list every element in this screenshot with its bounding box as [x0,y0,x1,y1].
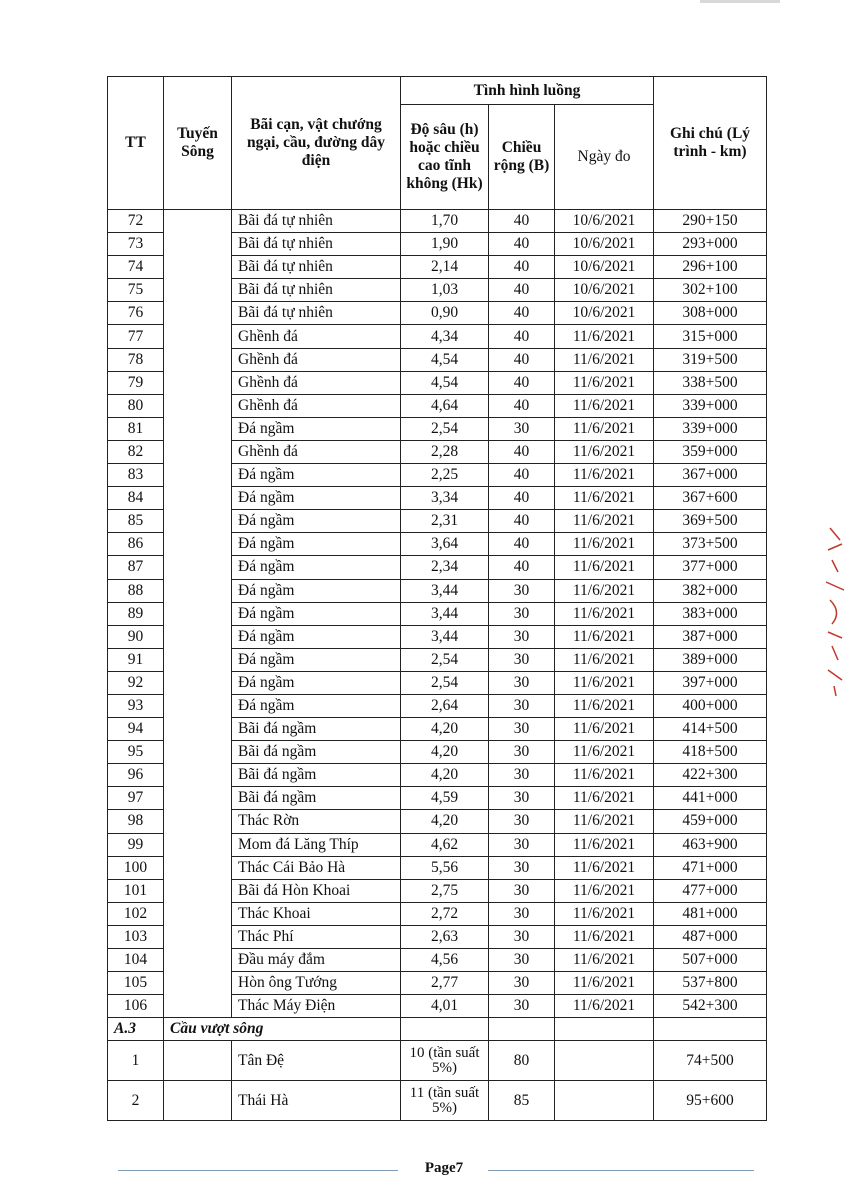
width-value: 30 [489,856,555,879]
width-value: 30 [489,764,555,787]
obstacle-name: Đá ngầm [232,671,401,694]
survey-date: 11/6/2021 [555,579,654,602]
survey-date: 11/6/2021 [555,856,654,879]
survey-date: 10/6/2021 [555,279,654,302]
chainage-km: 293+000 [654,233,767,256]
obstacle-name: Ghềnh đá [232,394,401,417]
section-row [108,1018,767,1041]
width-value: 40 [489,487,555,510]
chainage-km: 414+500 [654,718,767,741]
row-number: 106 [108,995,164,1018]
row-number: 102 [108,902,164,925]
chainage-km: 487+000 [654,925,767,948]
empty-cell [654,1018,767,1041]
survey-date: 11/6/2021 [555,510,654,533]
survey-date: 11/6/2021 [555,464,654,487]
survey-date: 11/6/2021 [555,833,654,856]
bridge-row [108,1081,767,1121]
width-value: 40 [489,348,555,371]
chainage-km: 418+500 [654,741,767,764]
empty-cell [489,1018,555,1041]
chainage-km: 296+100 [654,256,767,279]
row-number: 97 [108,787,164,810]
row-number: 81 [108,417,164,440]
depth-value: 2,75 [401,879,489,902]
row-number: 79 [108,371,164,394]
chainage-km: 339+000 [654,394,767,417]
depth-value: 4,34 [401,325,489,348]
row-number: 85 [108,510,164,533]
width-value: 40 [489,371,555,394]
chainage-km: 537+800 [654,972,767,995]
header-obstacle: Bãi cạn, vật chướng ngại, cầu, đường dây điện [232,77,401,210]
clearance-value: 10 (tần suất 5%) [401,1041,489,1081]
obstacle-name: Bãi đá tự nhiên [232,256,401,279]
row-number: 94 [108,718,164,741]
scan-mark [700,0,780,3]
survey-date: 11/6/2021 [555,487,654,510]
survey-date [555,1041,654,1081]
obstacle-name: Đá ngầm [232,510,401,533]
depth-value: 4,01 [401,995,489,1018]
survey-date: 11/6/2021 [555,648,654,671]
row-number: 89 [108,602,164,625]
chainage-km: 319+500 [654,348,767,371]
row-number: 93 [108,694,164,717]
width-value: 30 [489,718,555,741]
depth-value: 2,25 [401,464,489,487]
obstacle-name: Bãi đá tự nhiên [232,279,401,302]
survey-date: 11/6/2021 [555,995,654,1018]
obstacle-name: Thác Cái Bảo Hà [232,856,401,879]
depth-value: 2,64 [401,694,489,717]
depth-value: 2,34 [401,556,489,579]
chainage-km: 302+100 [654,279,767,302]
row-number: 91 [108,648,164,671]
row-number: 82 [108,440,164,463]
obstacle-name: Đá ngầm [232,602,401,625]
row-number: 90 [108,625,164,648]
depth-value: 4,59 [401,787,489,810]
survey-date: 10/6/2021 [555,256,654,279]
header-width: Chiều rộng (B) [489,105,555,210]
survey-date: 11/6/2021 [555,949,654,972]
width-value: 40 [489,464,555,487]
row-number: 99 [108,833,164,856]
route-cell [164,210,232,1018]
width-value: 40 [489,440,555,463]
width-value: 40 [489,256,555,279]
depth-value: 2,72 [401,902,489,925]
chainage-km: 359+000 [654,440,767,463]
survey-date: 11/6/2021 [555,440,654,463]
row-number: 80 [108,394,164,417]
survey-date: 11/6/2021 [555,879,654,902]
bridge-name: Thái Hà [232,1081,401,1121]
obstacle-name: Đá ngầm [232,556,401,579]
waterway-status-table [107,76,767,1121]
chainage-km: 308+000 [654,302,767,325]
obstacle-name: Ghềnh đá [232,371,401,394]
obstacle-name: Đá ngầm [232,533,401,556]
chainage-km: 459+000 [654,810,767,833]
row-number: 95 [108,741,164,764]
chainage-km: 290+150 [654,210,767,233]
row-number: 1 [108,1041,164,1081]
depth-value: 2,54 [401,671,489,694]
depth-value: 2,77 [401,972,489,995]
depth-value: 4,20 [401,741,489,764]
row-number: 76 [108,302,164,325]
row-number: 92 [108,671,164,694]
survey-date: 11/6/2021 [555,348,654,371]
obstacle-name: Đầu máy đắm [232,949,401,972]
chainage-km: 338+500 [654,371,767,394]
depth-value: 4,54 [401,348,489,371]
obstacle-name: Thác Khoai [232,902,401,925]
survey-date [555,1081,654,1121]
survey-date: 11/6/2021 [555,902,654,925]
width-value: 30 [489,902,555,925]
bridge-row [108,1041,767,1081]
row-number: 101 [108,879,164,902]
width-value: 30 [489,810,555,833]
chainage-km: 397+000 [654,671,767,694]
width-value: 40 [489,210,555,233]
header-depth: Độ sâu (h) hoặc chiều cao tĩnh không (Hk) [401,105,489,210]
header-date: Ngày đo [555,105,654,210]
header-status-group: Tình hình luồng [401,77,654,105]
table-body [108,210,767,1121]
chainage-km: 367+000 [654,464,767,487]
chainage-km: 477+000 [654,879,767,902]
section-code: A.3 [108,1018,164,1041]
obstacle-name: Đá ngầm [232,625,401,648]
row-number: 2 [108,1081,164,1121]
survey-date: 11/6/2021 [555,625,654,648]
width-value: 40 [489,394,555,417]
depth-value: 1,70 [401,210,489,233]
width-value: 30 [489,949,555,972]
depth-value: 2,14 [401,256,489,279]
obstacle-name: Ghềnh đá [232,325,401,348]
footer-rule-right [488,1170,754,1171]
chainage-km: 383+000 [654,602,767,625]
chainage-km: 367+600 [654,487,767,510]
chainage-km: 471+000 [654,856,767,879]
depth-value: 2,31 [401,510,489,533]
row-number: 83 [108,464,164,487]
depth-value: 3,44 [401,625,489,648]
chainage-km: 507+000 [654,949,767,972]
row-number: 87 [108,556,164,579]
width-value: 30 [489,741,555,764]
page-footer [118,1158,754,1182]
width-value: 30 [489,787,555,810]
depth-value: 2,54 [401,417,489,440]
width-value: 40 [489,510,555,533]
row-number: 72 [108,210,164,233]
width-value: 30 [489,417,555,440]
width-value: 40 [489,279,555,302]
depth-value: 4,56 [401,949,489,972]
row-number: 77 [108,325,164,348]
obstacle-name: Bãi đá ngầm [232,741,401,764]
width-value: 30 [489,648,555,671]
row-number: 104 [108,949,164,972]
width-value: 30 [489,671,555,694]
depth-value: 4,62 [401,833,489,856]
chainage-km: 377+000 [654,556,767,579]
obstacle-name: Thác Phí [232,925,401,948]
obstacle-name: Bãi đá ngầm [232,764,401,787]
width-value: 30 [489,879,555,902]
row-number: 88 [108,579,164,602]
chainage-km: 463+900 [654,833,767,856]
width-value: 30 [489,625,555,648]
obstacle-name: Đá ngầm [232,648,401,671]
width-value: 85 [489,1081,555,1121]
route-cell [164,1081,232,1121]
stamp-strokes [826,528,844,696]
footer-rule-left [118,1170,398,1171]
survey-date: 11/6/2021 [555,925,654,948]
obstacle-name: Bãi đá ngầm [232,718,401,741]
depth-value: 1,90 [401,233,489,256]
chainage-km: 441+000 [654,787,767,810]
chainage-km: 389+000 [654,648,767,671]
width-value: 30 [489,925,555,948]
width-value: 30 [489,579,555,602]
width-value: 40 [489,302,555,325]
chainage-km: 387+000 [654,625,767,648]
depth-value: 3,34 [401,487,489,510]
obstacle-name: Đá ngầm [232,694,401,717]
obstacle-name: Thác Rờn [232,810,401,833]
obstacle-name: Hòn ông Tướng [232,972,401,995]
page-number: Page7 [424,1160,464,1176]
obstacle-name: Đá ngầm [232,579,401,602]
survey-date: 10/6/2021 [555,302,654,325]
depth-value: 2,63 [401,925,489,948]
survey-date: 11/6/2021 [555,718,654,741]
survey-date: 11/6/2021 [555,810,654,833]
chainage-km: 339+000 [654,417,767,440]
depth-value: 5,56 [401,856,489,879]
obstacle-name: Đá ngầm [232,417,401,440]
chainage-km: 315+000 [654,325,767,348]
margin-stamp [820,520,850,700]
depth-value: 0,90 [401,302,489,325]
width-value: 30 [489,833,555,856]
row-number: 84 [108,487,164,510]
survey-date: 11/6/2021 [555,533,654,556]
width-value: 40 [489,325,555,348]
chainage-km: 542+300 [654,995,767,1018]
survey-date: 11/6/2021 [555,556,654,579]
obstacle-name: Ghềnh đá [232,348,401,371]
width-value: 30 [489,972,555,995]
survey-date: 11/6/2021 [555,602,654,625]
width-value: 40 [489,556,555,579]
obstacle-name: Bãi đá Hòn Khoai [232,879,401,902]
depth-value: 4,54 [401,371,489,394]
obstacle-name: Bãi đá tự nhiên [232,210,401,233]
survey-date: 11/6/2021 [555,325,654,348]
chainage-km: 74+500 [654,1041,767,1081]
depth-value: 2,54 [401,648,489,671]
chainage-km: 422+300 [654,764,767,787]
route-cell [164,1041,232,1081]
depth-value: 3,64 [401,533,489,556]
obstacle-name: Đá ngầm [232,487,401,510]
width-value: 30 [489,694,555,717]
depth-value: 3,44 [401,579,489,602]
survey-date: 10/6/2021 [555,210,654,233]
depth-value: 1,03 [401,279,489,302]
obstacle-name: Mom đá Lăng Thíp [232,833,401,856]
width-value: 40 [489,233,555,256]
width-value: 30 [489,602,555,625]
survey-date: 11/6/2021 [555,787,654,810]
obstacle-name: Bãi đá tự nhiên [232,302,401,325]
chainage-km: 373+500 [654,533,767,556]
row-number: 98 [108,810,164,833]
survey-date: 10/6/2021 [555,233,654,256]
width-value: 80 [489,1041,555,1081]
empty-cell [555,1018,654,1041]
row-number: 74 [108,256,164,279]
chainage-km: 481+000 [654,902,767,925]
row-number: 105 [108,972,164,995]
obstacle-name: Bãi đá tự nhiên [232,233,401,256]
depth-value: 4,20 [401,810,489,833]
bridge-name: Tân Đệ [232,1041,401,1081]
depth-value: 4,20 [401,764,489,787]
survey-date: 11/6/2021 [555,694,654,717]
chainage-km: 95+600 [654,1081,767,1121]
row-number: 78 [108,348,164,371]
obstacle-name: Đá ngầm [232,464,401,487]
row-number: 96 [108,764,164,787]
empty-cell [401,1018,489,1041]
depth-value: 2,28 [401,440,489,463]
survey-date: 11/6/2021 [555,764,654,787]
depth-value: 4,64 [401,394,489,417]
depth-value: 3,44 [401,602,489,625]
clearance-value: 11 (tần suất 5%) [401,1081,489,1121]
row-number: 103 [108,925,164,948]
row-number: 75 [108,279,164,302]
chainage-km: 400+000 [654,694,767,717]
row-number: 73 [108,233,164,256]
header-note: Ghi chú (Lý trình - km) [654,77,767,210]
survey-date: 11/6/2021 [555,972,654,995]
chainage-km: 369+500 [654,510,767,533]
survey-date: 11/6/2021 [555,417,654,440]
obstacle-name: Ghềnh đá [232,440,401,463]
row-number: 86 [108,533,164,556]
row-number: 100 [108,856,164,879]
survey-date: 11/6/2021 [555,394,654,417]
section-title: Cầu vượt sông [164,1018,401,1041]
table-row [108,210,767,233]
survey-date: 11/6/2021 [555,671,654,694]
header-tt: TT [108,77,164,210]
chainage-km: 382+000 [654,579,767,602]
depth-value: 4,20 [401,718,489,741]
obstacle-name: Thác Máy Điện [232,995,401,1018]
survey-date: 11/6/2021 [555,371,654,394]
width-value: 30 [489,995,555,1018]
survey-date: 11/6/2021 [555,741,654,764]
header-route: Tuyến Sông [164,77,232,210]
obstacle-name: Bãi đá ngầm [232,787,401,810]
width-value: 40 [489,533,555,556]
